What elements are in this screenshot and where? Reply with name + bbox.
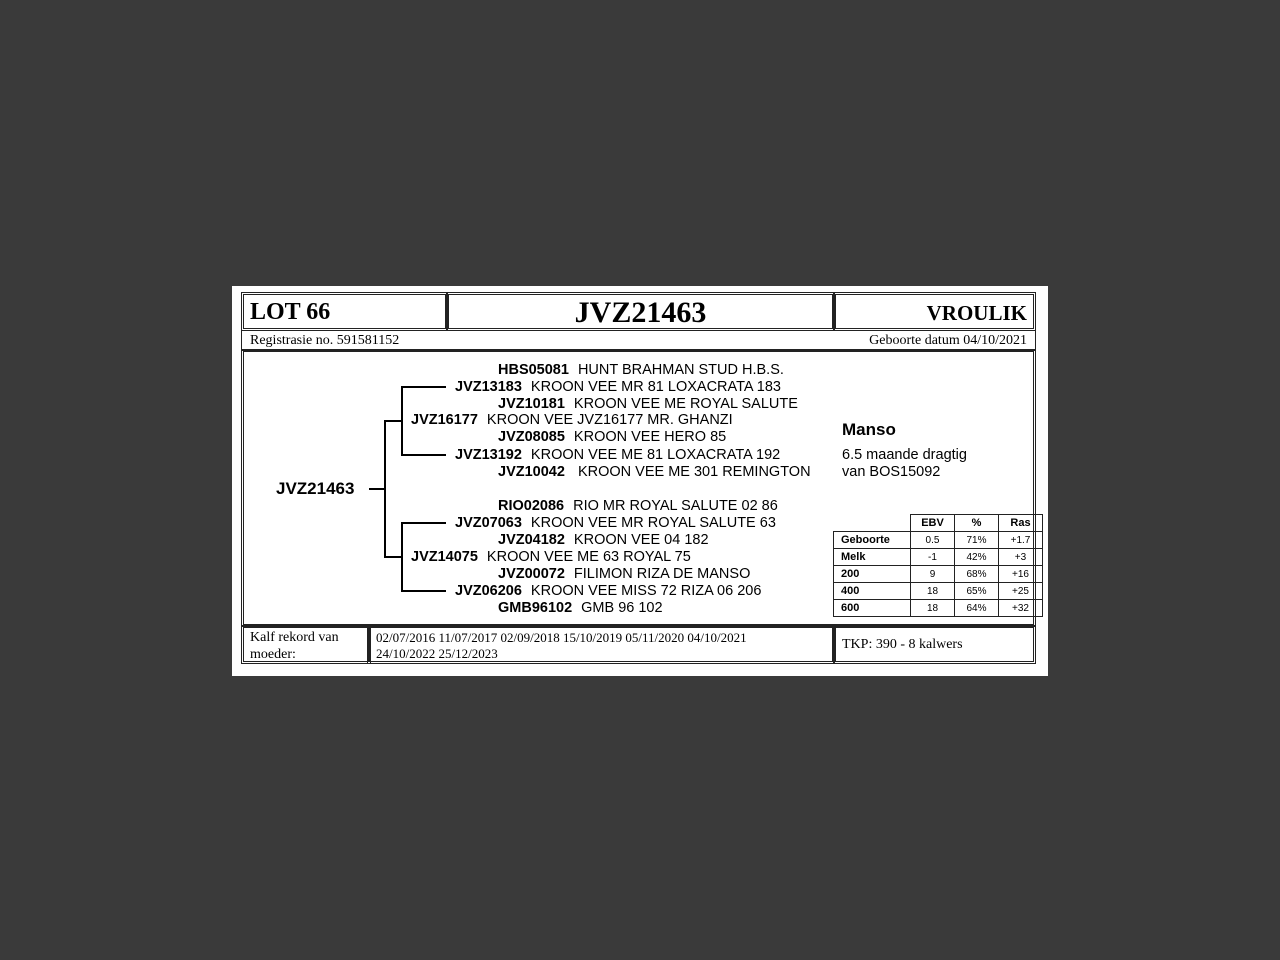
pedigree-sire-dam-sire: JVZ08085 KROON VEE HERO 85 (498, 429, 727, 445)
ebv-ras: +25 (999, 583, 1043, 600)
pedigree-dam-dam-sire: JVZ00072 FILIMON RIZA DE MANSO (498, 566, 751, 582)
table-row (834, 566, 1043, 583)
ebv-percent: 42% (955, 549, 999, 566)
lot-box (241, 292, 448, 331)
calf-record-label: Kalf rekord van moeder: (250, 630, 339, 662)
sex-label: VROULIK (926, 301, 1027, 325)
breeder-name: Manso (842, 420, 896, 439)
connector-sire-parents (401, 386, 403, 456)
ebv-table (833, 514, 1043, 617)
ebv-header-ebv: EBV (911, 515, 955, 532)
connector-parents (384, 420, 386, 557)
pedigree-dam-sire-dam: JVZ04182 KROON VEE 04 182 (498, 532, 709, 548)
pedigree-sire-sire-dam: JVZ10181 KROON VEE ME ROYAL SALUTE (498, 396, 798, 412)
connector-dam (384, 556, 401, 558)
sex-box (833, 292, 1036, 331)
table-row (834, 532, 1043, 549)
pedigree-sire-dam: JVZ13192 KROON VEE ME 81 LOXACRATA 192 (455, 447, 781, 463)
pedigree-sire-sire: JVZ13183 KROON VEE MR 81 LOXACRATA 183 (455, 379, 781, 395)
pedigree-dam-dam-dam: GMB96102 GMB 96 102 (498, 600, 663, 616)
ebv-value: -1 (911, 549, 955, 566)
table-row (834, 600, 1043, 617)
lot-number: LOT 66 (250, 299, 331, 325)
connector-dam-dam (401, 590, 446, 592)
ebv-percent: 71% (955, 532, 999, 549)
pedigree-sire: JVZ16177 KROON VEE JVZ16177 MR. GHANZI (411, 412, 733, 428)
ebv-row-label: Melk (834, 549, 911, 566)
table-row (834, 583, 1043, 600)
animal-id-box (446, 292, 835, 331)
connector-sire (384, 420, 401, 422)
ebv-ras: +3 (999, 549, 1043, 566)
tkp-value: TKP: 390 - 8 kalwers (842, 637, 963, 652)
ebv-value: 0.5 (911, 532, 955, 549)
pregnancy-status: 6.5 maande dragtig (842, 447, 967, 463)
ebv-ras: +32 (999, 600, 1043, 617)
ebv-header-percent: % (955, 515, 999, 532)
pregnancy-sire: van BOS15092 (842, 464, 941, 480)
connector-sire-dam (401, 454, 446, 456)
connector-sire-sire (401, 386, 446, 388)
table-row (834, 549, 1043, 566)
registration-row (241, 330, 1036, 351)
pedigree-dam-dam: JVZ06206 KROON VEE MISS 72 RIZA 06 206 (455, 583, 762, 599)
registration-number: Registrasie no. 591581152 (250, 333, 400, 348)
ebv-header-blank (834, 515, 911, 532)
connector-dam-sire (401, 522, 446, 524)
calf-dates-line-2: 24/10/2022 25/12/2023 (376, 646, 498, 661)
ebv-value: 18 (911, 600, 955, 617)
ebv-row-label: Geboorte (834, 532, 911, 549)
ebv-value: 9 (911, 566, 955, 583)
pedigree-dam-sire: JVZ07063 KROON VEE MR ROYAL SALUTE 63 (455, 515, 776, 531)
ebv-ras: +16 (999, 566, 1043, 583)
calf-record-dates-box (367, 625, 835, 664)
ebv-header-ras: Ras (999, 515, 1043, 532)
ebv-row-label: 600 (834, 600, 911, 617)
ebv-value: 18 (911, 583, 955, 600)
ebv-ras: +1.7 (999, 532, 1043, 549)
birth-date: Geboorte datum 04/10/2021 (869, 333, 1027, 348)
animal-id: JVZ21463 (574, 296, 707, 329)
ebv-row-label: 400 (834, 583, 911, 600)
ebv-header-row (834, 515, 1043, 532)
ebv-percent: 64% (955, 600, 999, 617)
ebv-percent: 65% (955, 583, 999, 600)
tkp-box (833, 625, 1036, 664)
connector-dam-parents (401, 522, 403, 592)
calf-record-label-box (241, 625, 371, 664)
pedigree-sire-dam-dam: JVZ10042 KROON VEE ME 301 REMINGTON (498, 464, 811, 480)
pedigree-dam-sire-sire: RIO02086 RIO MR ROYAL SALUTE 02 86 (498, 498, 778, 514)
pedigree-subject: JVZ21463 (276, 479, 355, 498)
ebv-row-label: 200 (834, 566, 911, 583)
pedigree-sire-sire-sire: HBS05081 HUNT BRAHMAN STUD H.B.S. (498, 362, 784, 378)
pedigree-dam: JVZ14075 KROON VEE ME 63 ROYAL 75 (411, 549, 691, 565)
calf-dates-line-1: 02/07/2016 11/07/2017 02/09/2018 15/10/2019 05/11/2020 04/10/2021 (376, 630, 747, 645)
lot-card (232, 286, 1048, 676)
ebv-percent: 68% (955, 566, 999, 583)
